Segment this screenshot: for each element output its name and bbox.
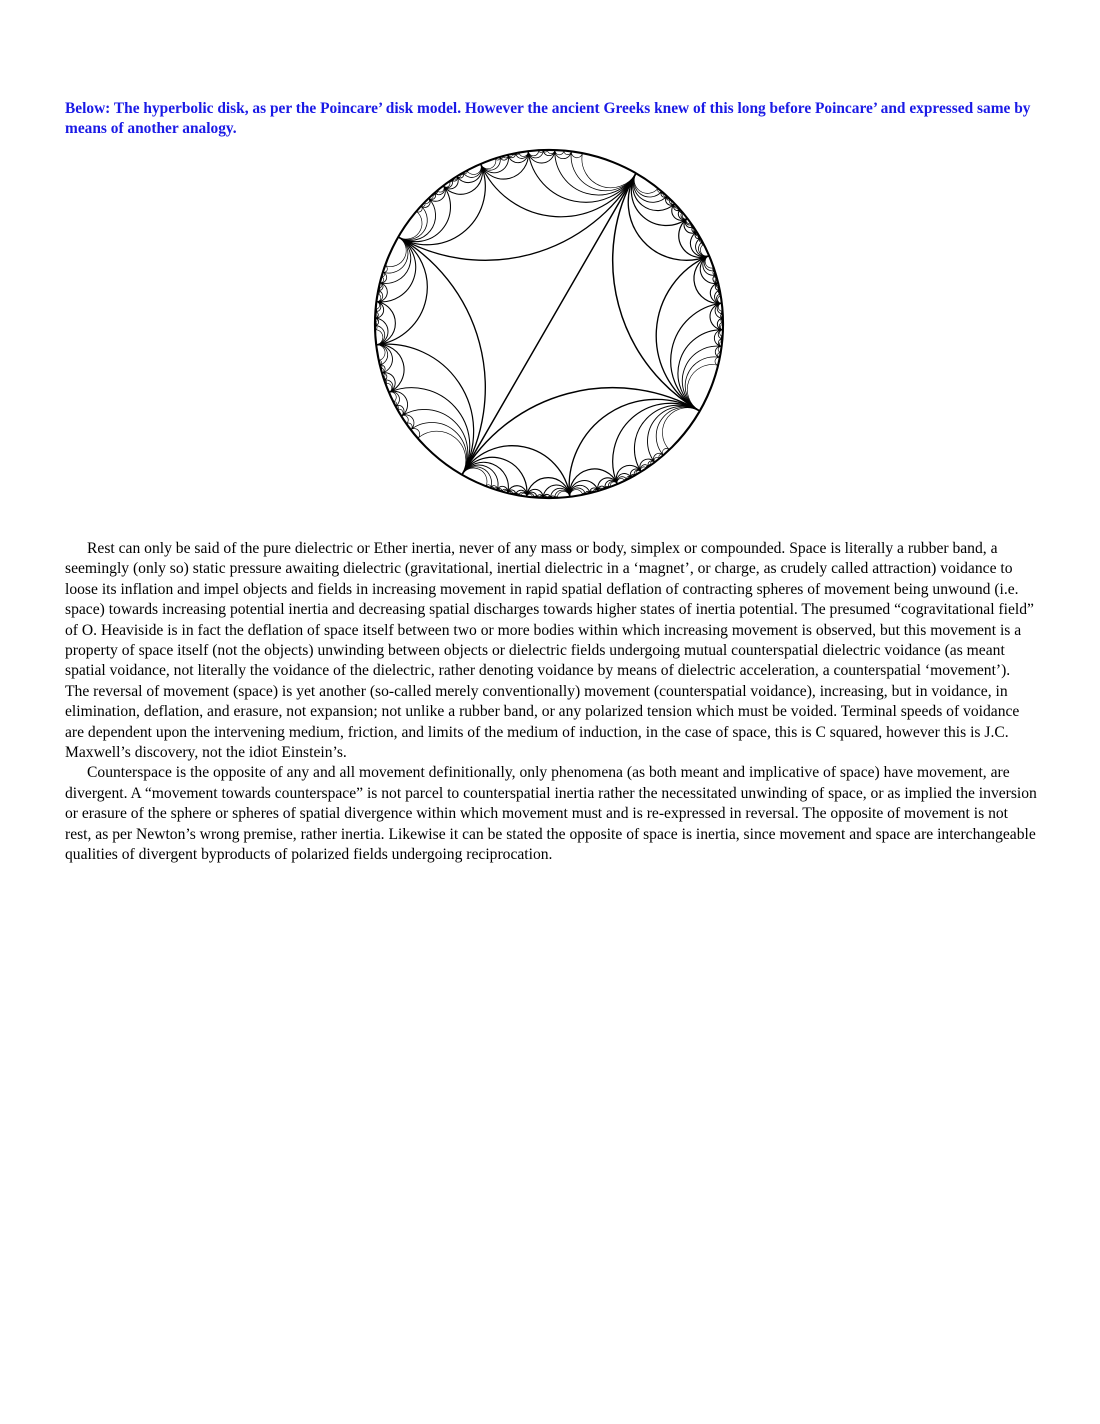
geodesic-arc [634,173,658,193]
geodesic-arc [421,198,430,207]
geodesic-arc [398,164,485,245]
geodesic-arc [462,446,570,497]
geodesic-arc [376,237,427,345]
geodesic-arc [401,409,468,474]
geodesic-arc [528,150,555,163]
geodesic-arc [398,173,636,260]
geodesic-arc [398,206,427,240]
geodesic-arc [628,173,709,260]
geodesic-arc [613,173,700,411]
geodesic-arc [462,457,527,496]
poincare-disk-tiling-icon [368,143,730,505]
figure-caption: Below: The hyperbolic disk, as per the Poincare’ disk model. However the ancient Greeks knew of this long before Poincare’ and expressed same by means of another analogy. [65,100,1031,137]
geodesic-arc [462,388,700,475]
geodesic-arc [662,408,699,450]
geodesic-arc [376,237,415,302]
geodesic-arc [443,164,482,194]
geodesic-arc [648,406,700,462]
body-text [65,539,1037,866]
geodesic-arc [582,153,636,188]
geodesic-arc [398,237,485,475]
geodesic-arc [613,403,700,484]
geodesic-arc [398,211,422,239]
geodesic-arc [633,173,667,202]
geodesic-arc [389,388,470,475]
geodesic-arc [462,173,636,474]
geodesic-arc [411,423,467,475]
geodesic-arc [631,173,687,225]
geodesic-arc [418,431,466,475]
paragraph: Counterspace is the opposite of any and all movement definitionally, only phenomena (as both meant and implicative of space) have movement, are divergent. A “movement towards counterspace” is not parcel to counterspatial inertia rather the necessitated unwinding of space, or as implied the inversion or erasure of the sphere or spheres of spatial divergence within which movement must and is re-expressed in reversal. The opposite of movement is not rest, as per Newton’s wrong premise, rather inertia. Likewise it can be stated the opposite of space is inertia, since movement and space are interchangeable qualities of divergent byproducts of polarized fields undergoing reciprocation. [65,764,1037,864]
paragraph: Rest can only be said of the pure dielectric or Ether inertia, never of any mass or body, simplex or compounded. Space is literally a rubber band, a seemingly (only so) static pressure awaiting dielectric (gravitational, inertial dielectric in a ‘magnet’, or charge, as crudely called attraction) voidance to loose its inflation and impel objects and fields in increasing movement in rapid spatial deflation of contracting spheres of movement being unwound (i.e. space) towards increasing potential inertia and decreasing spatial discharges towards higher states of inertia potential. The presumed “cogravitational field” of O. Heaviside is in fact the deflation of space itself between two or more bodies within which increasing movement is observed, but this movement is a property of space itself (not the objects) unwinding between objects or dielectric fields undergoing mutual counterspatial dielectric voidance (as meant spatial voidance, not literally the voidance of the dielectric, rather denoting voidance by means of dielectric acceleration, a counterspatial ‘movement’). The reversal of movement (space) is yet another (so-called merely conventionally) movement (counterspatial voidance), increasing, but in voidance, in elimination, deflation, and erasure, not expansion; not unlike a rubber band, or any polarized tension which must be voided. Terminal speeds of voidance are dependent upon the intervening medium, friction, and limits of the medium of induction, in the case of space, this is C squared, however this is J.C. Maxwell’s discovery, not the idiot Einstein’s. [65,540,1034,762]
poincare-disk-figure [368,143,730,505]
geodesic-arc [634,405,699,472]
geodesic-arc [398,186,450,242]
